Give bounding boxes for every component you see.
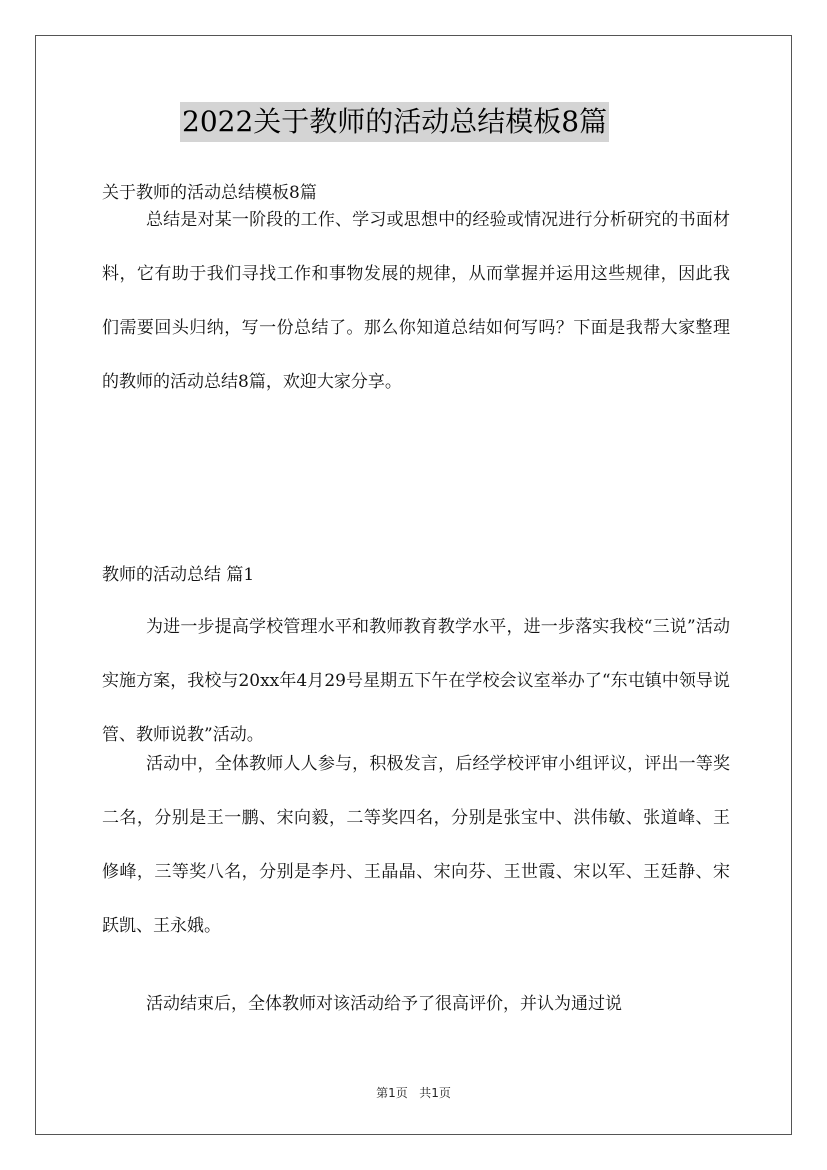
body-paragraph-1: 为进一步提高学校管理水平和教师教育教学水平，进一步落实我校“三说”活动实施方案，我校与20xx年4月29号星期五下午在学校会议室举办了“东屯镇中领导说管、教师说教”活动。	[102, 617, 730, 745]
page-footer	[0, 1085, 827, 1101]
page-total: 共1页	[419, 1086, 451, 1100]
page-number: 第1页	[376, 1086, 408, 1100]
body-paragraph-3: 活动结束后，全体教师对该活动给予了很高评价，并认为通过说	[146, 994, 622, 1014]
intro-paragraph: 总结是对某一阶段的工作、学习或思想中的经验或情况进行分析研究的书面材料，它有助于我们寻找工作和事物发展的规律，从而掌握并运用这些规律，因此我们需要回头归纳，写一份总结了。那么你知道总结如何写吗？下面是我帮大家整理的教师的活动总结8篇，欢迎大家分享。	[102, 210, 730, 392]
section-heading: 教师的活动总结 篇1	[102, 565, 255, 585]
document-subtitle: 关于教师的活动总结模板8篇	[102, 183, 317, 203]
document-title: 2022关于教师的活动总结模板8篇	[180, 102, 609, 142]
body-paragraph-2: 活动中，全体教师人人参与，积极发言，后经学校评审小组评议，评出一等奖二名，分别是王一鹏、宋向毅，二等奖四名，分别是张宝中、洪伟敏、张道峰、王修峰，三等奖八名，分别是李丹、王晶晶、宋向芬、王世霞、宋以军、王廷静、宋跃凯、王永娥。	[102, 754, 730, 936]
